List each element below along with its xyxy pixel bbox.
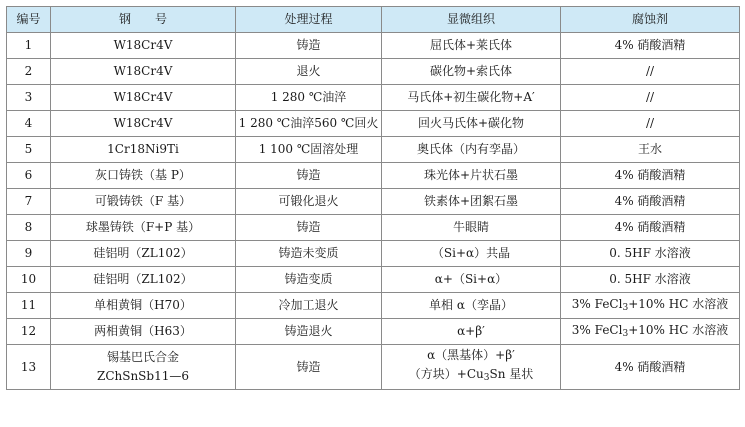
cell-process: 冷加工退火 [236, 293, 382, 319]
cell-steel [51, 345, 236, 390]
cell-no: 8 [7, 215, 51, 241]
table-row [7, 33, 740, 59]
cell-no: 9 [7, 241, 51, 267]
cell-microstructure: α+β′ [382, 319, 561, 345]
etchant-subscript: 3 [622, 302, 629, 313]
cell-process: 铸造 [236, 345, 382, 390]
cell-etchant: 4% 硝酸酒精 [561, 163, 740, 189]
cell-microstructure: 马氏体+初生碳化物+A′ [382, 85, 561, 111]
cell-etchant: 王水 [561, 137, 740, 163]
header-no: 编号 [7, 7, 51, 33]
cell-etchant [561, 319, 740, 345]
header-etchant: 腐蚀剂 [561, 7, 740, 33]
cell-microstructure: 珠光体+片状石墨 [382, 163, 561, 189]
etchant-subscript: 3 [622, 328, 629, 339]
cell-microstructure: α+（Si+α） [382, 267, 561, 293]
cell-steel: 1Cr18Ni9Ti [51, 137, 236, 163]
micro-line-2-text: （方块）+Cu [408, 367, 484, 381]
cell-etchant: 4% 硝酸酒精 [561, 189, 740, 215]
cell-no: 3 [7, 85, 51, 111]
cell-steel: 可锻铸铁（F 基） [51, 189, 236, 215]
cell-no: 6 [7, 163, 51, 189]
table-header-row [7, 7, 740, 33]
table-row [7, 345, 740, 390]
header-process: 处理过程 [236, 7, 382, 33]
table-row [7, 293, 740, 319]
etchant-text-rest: +10% HC 水溶液 [628, 322, 729, 337]
cell-microstructure [382, 345, 561, 390]
cell-steel: W18Cr4V [51, 111, 236, 137]
cell-microstructure: 铁素体+团絮石墨 [382, 189, 561, 215]
cell-steel: 硅铝明（ZL102） [51, 241, 236, 267]
cell-process: 可锻化退火 [236, 189, 382, 215]
cell-steel: W18Cr4V [51, 59, 236, 85]
cell-microstructure: 牛眼睛 [382, 215, 561, 241]
cell-process: 铸造退火 [236, 319, 382, 345]
table-row [7, 267, 740, 293]
cell-etchant: 4% 硝酸酒精 [561, 345, 740, 390]
cell-process: 铸造 [236, 33, 382, 59]
etchant-text: 3% FeCl [571, 322, 623, 337]
etchant-text-rest: +10% HC 水溶液 [628, 296, 729, 311]
cell-etchant [561, 293, 740, 319]
cell-process: 铸造 [236, 215, 382, 241]
header-microstructure: 显微组织 [382, 7, 561, 33]
cell-process: 1 100 ℃固溶处理 [236, 137, 382, 163]
cell-no: 1 [7, 33, 51, 59]
etchant-text: 3% FeCl [571, 296, 623, 311]
cell-process: 1 280 ℃油淬560 ℃回火 [236, 111, 382, 137]
cell-no: 12 [7, 319, 51, 345]
cell-no: 4 [7, 111, 51, 137]
table-row [7, 59, 740, 85]
cell-steel: 两相黄铜（H63） [51, 319, 236, 345]
cell-etchant: 4% 硝酸酒精 [561, 33, 740, 59]
steel-line-2: ZChSnSb11—6 [96, 369, 189, 383]
cell-etchant: 0. 5HF 水溶液 [561, 241, 740, 267]
micro-line-1: α（黑基体）+β′ [427, 348, 515, 362]
cell-process: 铸造变质 [236, 267, 382, 293]
metallography-table [6, 6, 740, 390]
cell-etchant: // [561, 111, 740, 137]
cell-microstructure: 奥氏体（内有孪晶） [382, 137, 561, 163]
table-row [7, 215, 740, 241]
cell-no: 5 [7, 137, 51, 163]
cell-no: 13 [7, 345, 51, 390]
cell-process: 1 280 ℃油淬 [236, 85, 382, 111]
table-row [7, 319, 740, 345]
cell-process: 退火 [236, 59, 382, 85]
cell-microstructure: 单相 α（孪晶） [382, 293, 561, 319]
cell-etchant: // [561, 59, 740, 85]
cell-etchant: 4% 硝酸酒精 [561, 215, 740, 241]
header-steel: 钢 号 [51, 7, 236, 33]
cell-steel: 硅铝明（ZL102） [51, 267, 236, 293]
cell-etchant: 0. 5HF 水溶液 [561, 267, 740, 293]
table-row [7, 163, 740, 189]
table-row [7, 241, 740, 267]
cell-microstructure: 屈氏体+莱氏体 [382, 33, 561, 59]
cell-steel: 球墨铸铁（F+P 基） [51, 215, 236, 241]
cell-steel: W18Cr4V [51, 33, 236, 59]
table-row [7, 111, 740, 137]
cell-steel: 灰口铸铁（基 P） [51, 163, 236, 189]
cell-process: 铸造 [236, 163, 382, 189]
micro-line-2-text-rest: Sn 星状 [489, 367, 534, 381]
cell-no: 7 [7, 189, 51, 215]
cell-steel: W18Cr4V [51, 85, 236, 111]
cell-steel: 单相黄铜（H70） [51, 293, 236, 319]
cell-no: 2 [7, 59, 51, 85]
table-row [7, 85, 740, 111]
cell-no: 10 [7, 267, 51, 293]
micro-line-2 [384, 365, 558, 388]
cell-microstructure: 碳化物+索氏体 [382, 59, 561, 85]
steel-line-1: 锡基巴氏合金 [106, 350, 179, 364]
cell-microstructure: （Si+α）共晶 [382, 241, 561, 267]
cell-no: 11 [7, 293, 51, 319]
micro-line-2-subscript: 3 [483, 373, 490, 383]
cell-microstructure: 回火马氏体+碳化物 [382, 111, 561, 137]
table-row [7, 189, 740, 215]
cell-process: 铸造未变质 [236, 241, 382, 267]
cell-etchant: // [561, 85, 740, 111]
table-row [7, 137, 740, 163]
